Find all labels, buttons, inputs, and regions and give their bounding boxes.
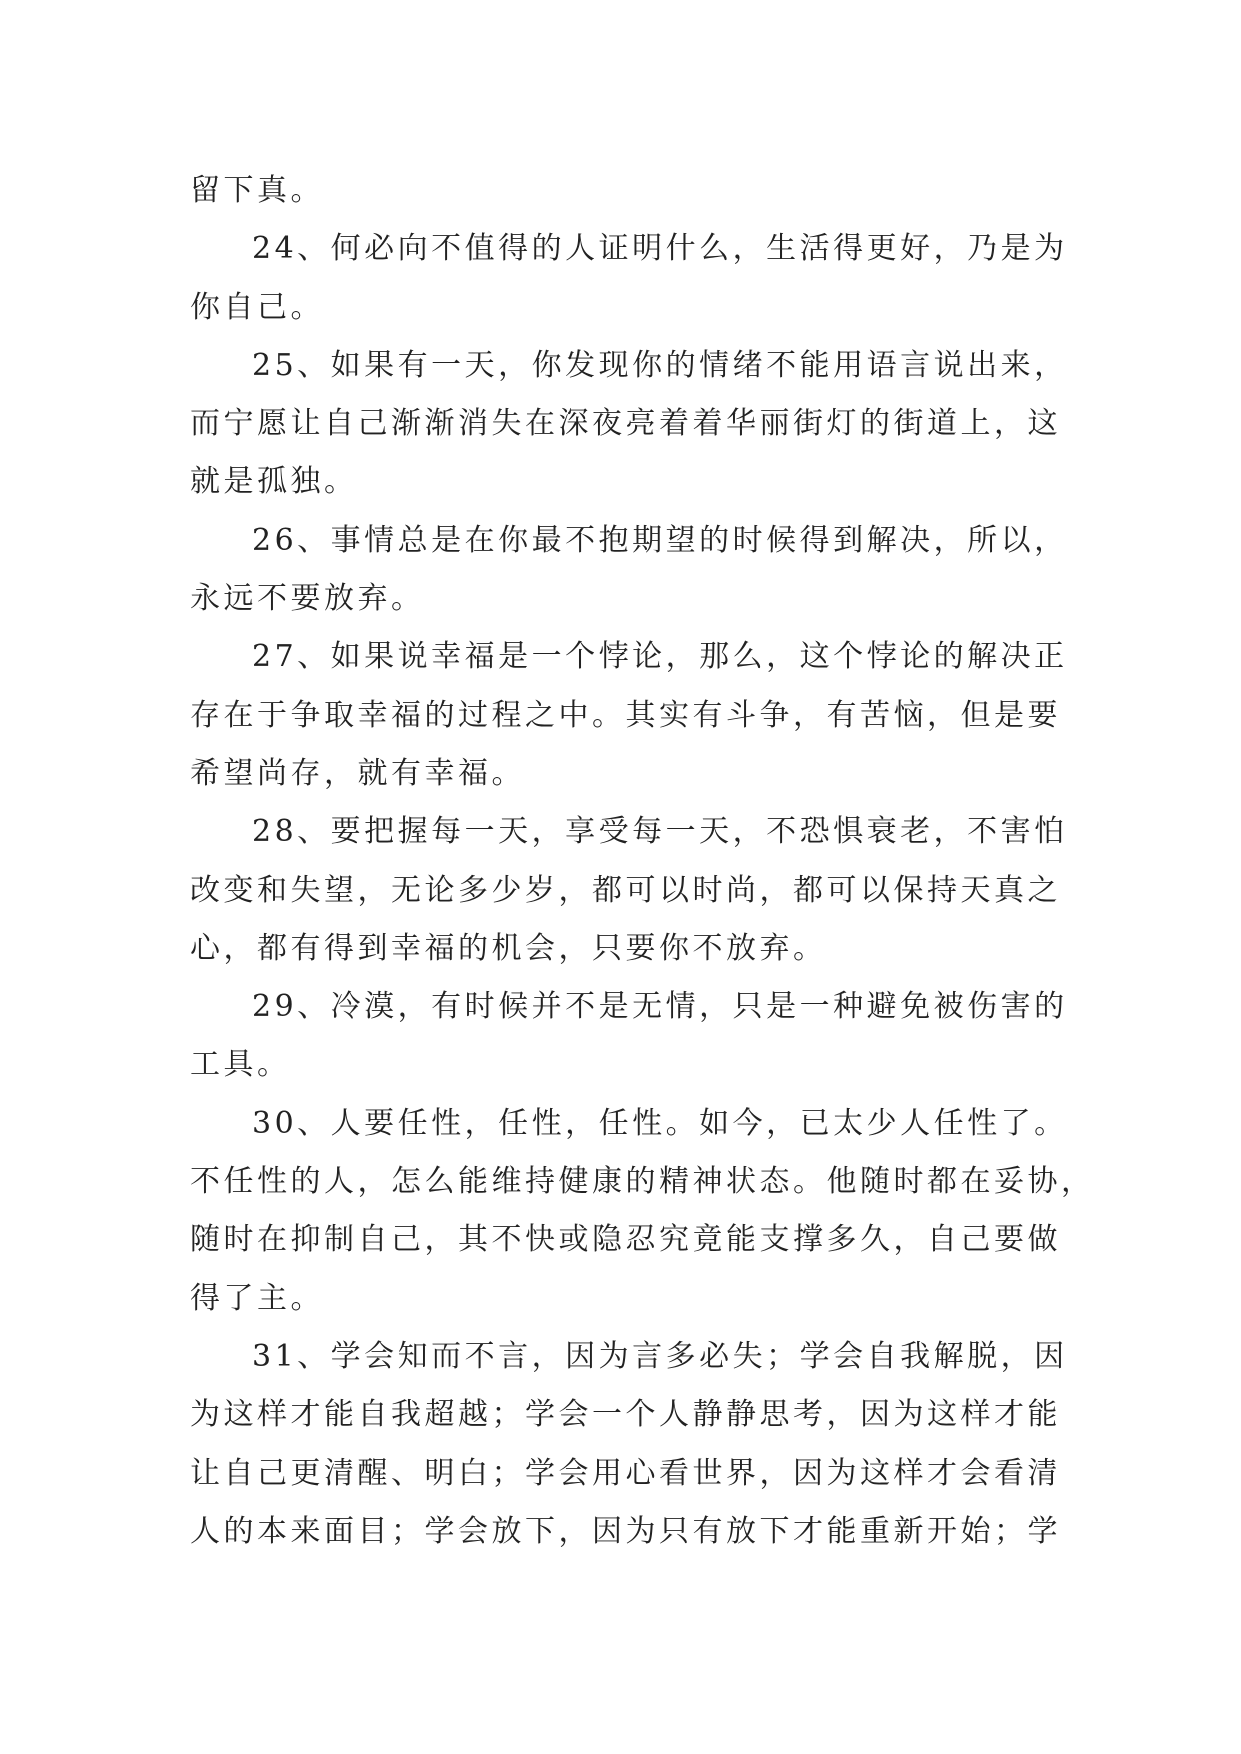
paragraph-line: 工具。 [190,1047,291,1083]
paragraph-line: 不任性的人，怎么能维持健康的精神状态。他随时都在妥协， [190,1164,1095,1200]
paragraph-first-line: 28、要把握每一天，享受每一天，不恐惧衰老，不害怕 [252,814,1068,850]
document-body [190,162,1095,1561]
paragraph-line: 得了主。 [190,1280,324,1316]
paragraph-line: 人的本来面目；学会放下，因为只有放下才能重新开始；学 [190,1513,1061,1549]
paragraph-line: 就是孤独。 [190,464,358,500]
paragraph-line: 而宁愿让自己渐渐消失在深夜亮着着华丽街灯的街道上，这 [190,406,1061,442]
paragraph-first-line: 25、如果有一天，你发现你的情绪不能用语言说出来， [252,347,1068,383]
paragraph-line: 永远不要放弃。 [190,581,425,617]
paragraph-line: 随时在抑制自己，其不快或隐忍究竟能支撑多久，自己要做 [190,1222,1061,1258]
paragraph-first-line: 26、事情总是在你最不抱期望的时候得到解决，所以， [252,522,1068,558]
paragraph-first-line: 31、学会知而不言，因为言多必失；学会自我解脱，因 [252,1338,1068,1374]
paragraph-line: 心，都有得到幸福的机会，只要你不放弃。 [190,930,827,966]
paragraph-line: 你自己。 [190,289,324,325]
paragraph-line: 留下真。 [190,173,324,208]
paragraph-first-line: 27、如果说幸福是一个悖论，那么，这个悖论的解决正 [252,639,1068,675]
paragraph-line: 希望尚存，就有幸福。 [190,755,525,791]
paragraph-line: 为这样才能自我超越；学会一个人静静思考，因为这样才能 [190,1397,1061,1433]
paragraph-line: 存在于争取幸福的过程之中。其实有斗争，有苦恼，但是要 [190,697,1061,733]
paragraph-line: 改变和失望，无论多少岁，都可以时尚，都可以保持天真之 [190,872,1061,908]
paragraph-first-line: 29、冷漠，有时候并不是无情，只是一种避免被伤害的 [252,989,1068,1025]
paragraph-line: 让自己更清醒、明白；学会用心看世界，因为这样才会看清 [190,1455,1061,1491]
paragraph-first-line: 24、何必向不值得的人证明什么，生活得更好，乃是为 [252,231,1068,267]
paragraph-first-line: 30、人要任性，任性，任性。如今，已太少人任性了。 [252,1105,1068,1141]
